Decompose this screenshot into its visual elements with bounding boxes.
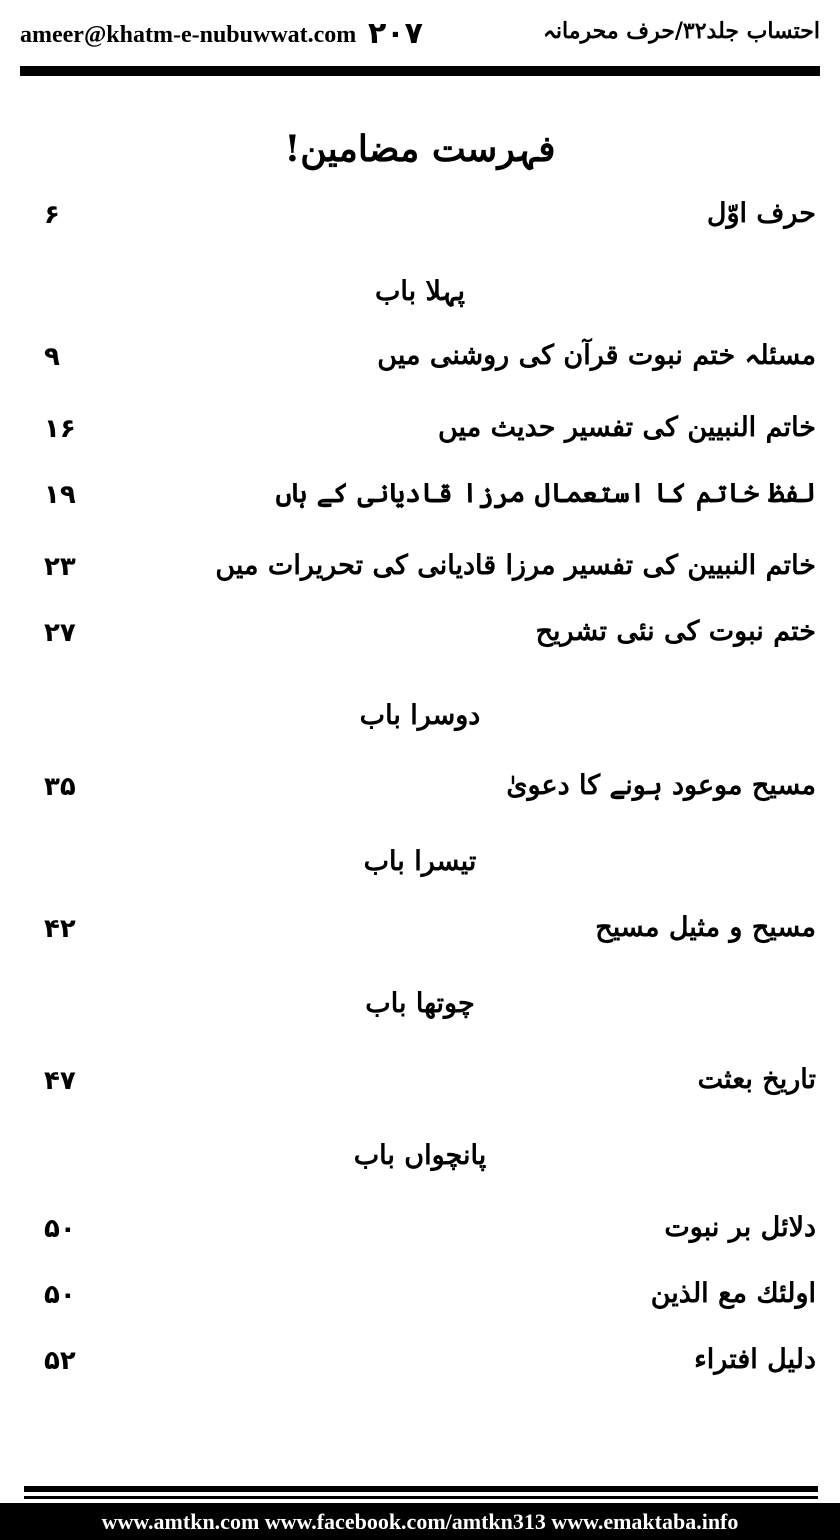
toc-chapter-heading: دوسرا باب (359, 700, 481, 731)
toc-entry-title: مسئلہ ختم نبوت قرآن کی روشنی میں (377, 340, 816, 371)
footer-links: www.amtkn.com www.facebook.com/amtkn313 www.emaktaba.info (0, 1503, 840, 1540)
toc-entry-title: ختم نبوت کی نئی تشریح (535, 616, 816, 647)
header-email: ameer@khatm-e-nubuwwat.com (20, 22, 357, 48)
toc-entry-page: ۲۳ (44, 552, 76, 582)
toc-entry-page: ۲۷ (44, 618, 76, 648)
toc-entry-title: حرف اوّل (706, 198, 816, 229)
toc-entry-title: دلیل افتراء (694, 1344, 816, 1375)
page-title: فہرست مضامین! (284, 128, 556, 170)
toc-entry-title: خاتم النبیین کی تفسیر مرزا قادیانی کی تحریرات میں (215, 550, 816, 581)
toc-entry-page: ۳۵ (44, 772, 76, 802)
toc-chapter-heading: پہلا باب (374, 276, 465, 307)
toc-entry-title: مسیح موعود ہونے کا دعویٰ (506, 770, 816, 801)
toc-chapter-heading: پانچواں باب (353, 1140, 487, 1171)
toc-entry-page: ۱۶ (44, 414, 76, 444)
toc-entry-title: تاریخ بعثت (697, 1064, 816, 1095)
toc-chapter-heading: چوتھا باب (365, 988, 475, 1019)
toc-entry-page: ۵۲ (44, 1346, 76, 1376)
toc-entry-page: ۹ (44, 342, 60, 372)
toc-entry-title: لفظ خاتم کا استعمال مرزا قادیانی کے ہاں (275, 478, 816, 509)
toc-entry-title: اولئك مع الذين (650, 1278, 816, 1309)
footer-rule-thin (24, 1496, 818, 1499)
toc-entry-page: ۶ (44, 200, 60, 230)
toc-entry-title: دلائل بر نبوت (664, 1212, 816, 1243)
footer-rule (24, 1486, 818, 1492)
toc-entry-page: ۴۲ (44, 914, 76, 944)
toc-entry-page: ۱۹ (44, 480, 76, 510)
toc-entry-page: ۵۰ (44, 1280, 76, 1310)
page-number: ۲۰۷ (368, 16, 423, 51)
toc-entry-page: ۴۷ (44, 1066, 76, 1096)
toc-entry-page: ۵۰ (44, 1214, 76, 1244)
toc-entry-title: خاتم النبیین کی تفسیر حدیث میں (438, 412, 816, 443)
toc-entry-title: مسیح و مثیل مسیح (595, 912, 816, 943)
running-title: احتساب جلد۳۲/حرف محرمانہ (543, 18, 820, 44)
toc-chapter-heading: تیسرا باب (363, 846, 477, 877)
